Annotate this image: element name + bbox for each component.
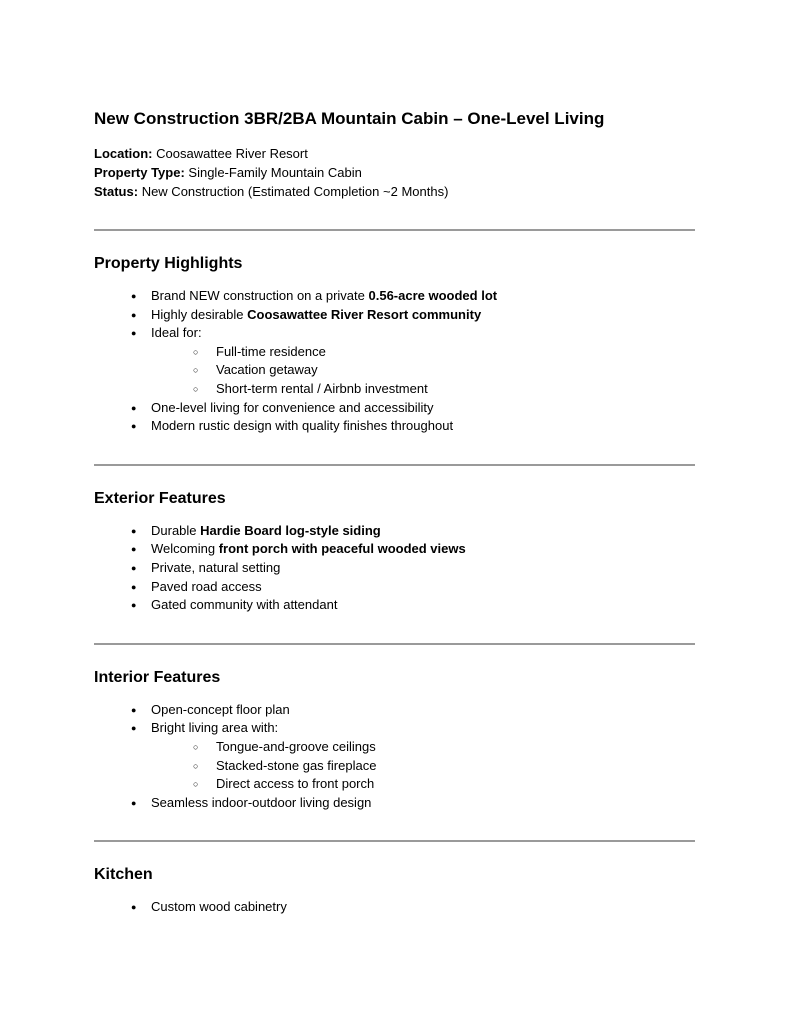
- text-segment: Seamless indoor-outdoor living design: [151, 794, 372, 810]
- bullet-item: [94, 898, 695, 917]
- section-divider: [94, 643, 695, 645]
- bullet-item: [94, 775, 695, 794]
- section-divider: [94, 840, 695, 842]
- bullet-item: [94, 522, 695, 541]
- meta-line: [94, 144, 695, 163]
- text-segment: Paved road access: [151, 578, 262, 594]
- section-heading: Exterior Features: [94, 489, 226, 507]
- text-segment: Gated community with attendant: [151, 597, 338, 613]
- sections-container: [94, 229, 695, 917]
- bullet-list: [94, 287, 695, 436]
- text-segment: Tongue-and-groove ceilings: [216, 738, 376, 754]
- bullet-item: [94, 794, 695, 813]
- bullet-item: [94, 417, 695, 436]
- text-segment: Vacation getaway: [216, 362, 318, 378]
- section-heading: Property Highlights: [94, 255, 243, 272]
- text-segment: Welcoming: [151, 541, 219, 557]
- document-title: New Construction 3BR/2BA Mountain Cabin – One-Level Living: [94, 109, 605, 128]
- meta-line: [94, 182, 695, 201]
- bullet-item: [94, 380, 695, 399]
- text-segment: Short-term rental / Airbnb investment: [216, 380, 428, 396]
- bullet-item: [94, 287, 695, 306]
- section-divider: [94, 229, 695, 231]
- meta-label: Status:: [94, 184, 139, 199]
- text-segment: Direct access to front porch: [216, 776, 375, 792]
- meta-value: Single-Family Mountain Cabin: [188, 165, 362, 180]
- bullet-item: [94, 738, 695, 757]
- bullet-item: [94, 343, 695, 362]
- meta-value: Coosawattee River Resort: [156, 146, 308, 161]
- text-segment: Highly desirable: [151, 306, 248, 322]
- meta-label: Property Type:: [94, 165, 185, 180]
- bullet-item: [94, 399, 695, 418]
- bullet-item: [94, 306, 695, 325]
- bullet-item: [94, 701, 695, 720]
- section-divider: [94, 464, 695, 466]
- bullet-item: [94, 719, 695, 738]
- bullet-item: [94, 559, 695, 578]
- bullet-list: [94, 701, 695, 813]
- bullet-item: [94, 324, 695, 343]
- text-segment: Full-time residence: [216, 343, 326, 359]
- text-segment: Modern rustic design with quality finishes throughout: [151, 418, 454, 434]
- text-segment: Custom wood cabinetry: [151, 899, 287, 915]
- meta-label: Location:: [94, 146, 153, 161]
- text-segment: Private, natural setting: [151, 559, 281, 575]
- section-heading: Kitchen: [94, 866, 153, 884]
- text-segment: Bright living area with:: [151, 720, 279, 736]
- bullet-item: [94, 578, 695, 597]
- bullet-item: [94, 361, 695, 380]
- meta-value: New Construction (Estimated Completion ~2 Months): [141, 184, 449, 199]
- meta-line: [94, 163, 695, 182]
- text-segment: Stacked-stone gas fireplace: [216, 757, 377, 773]
- bullet-item: [94, 540, 695, 559]
- bullet-list: [94, 898, 695, 917]
- text-segment: Open-concept floor plan: [151, 701, 290, 717]
- section-heading: Interior Features: [94, 668, 221, 686]
- bullet-item: [94, 757, 695, 776]
- text-segment: Brand NEW construction on a private: [151, 288, 369, 303]
- text-segment: One-level living for convenience and accessibility: [151, 399, 434, 415]
- document-body: [0, 108, 791, 917]
- text-segment: Durable: [151, 522, 201, 538]
- text-segment: front porch with peaceful wooded views: [218, 541, 466, 557]
- text-segment: Ideal for:: [151, 325, 202, 341]
- bullet-item: [94, 596, 695, 615]
- bullet-list: [94, 522, 695, 615]
- text-segment: 0.56-acre wooded lot: [368, 288, 498, 303]
- text-segment: Coosawattee River Resort community: [247, 306, 482, 322]
- text-segment: Hardie Board log-style siding: [200, 522, 381, 538]
- meta-block: [94, 144, 695, 201]
